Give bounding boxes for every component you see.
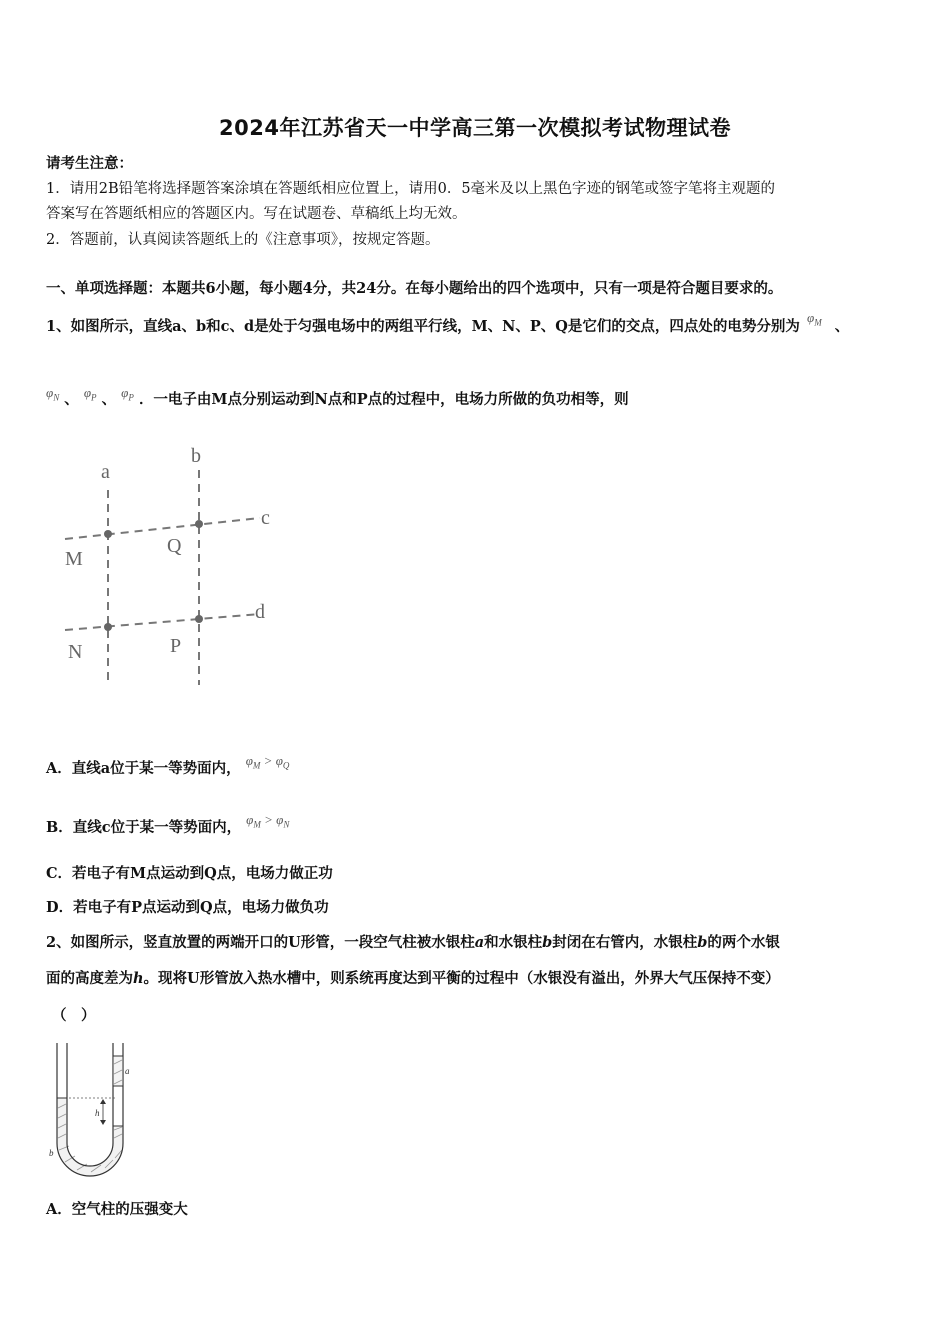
notice-line-2: 2．答题前，认真阅读答题纸上的《注意事项》，按规定答题。 bbox=[46, 232, 440, 248]
label-h: h bbox=[95, 1108, 100, 1118]
point-m bbox=[104, 530, 112, 538]
q1-option-a: A．直线a位于某一等势面内， $\varphi_M > \varphi_Q$ bbox=[46, 753, 290, 777]
label-m: M bbox=[65, 548, 83, 570]
point-n bbox=[104, 623, 112, 631]
label-b: b bbox=[49, 1148, 54, 1158]
point-q bbox=[195, 520, 203, 528]
option-b-inequality: $\varphi_M > \varphi_N$ bbox=[246, 812, 290, 830]
phi-q-symbol: $\varphi_P$ bbox=[121, 385, 134, 403]
q1-stem-line-2: $\varphi_N$ 、 $\varphi_P$ 、 $\varphi_P$ ．一电子由M点分别运动到N点和P点的过程中，电场力所做的负功相等，则 bbox=[46, 385, 629, 408]
q2-answer-bracket: （ ） bbox=[52, 1007, 96, 1024]
point-p bbox=[195, 615, 203, 623]
page-title: 2024年江苏省天一中学高三第一次模拟考试物理试卷 bbox=[219, 116, 731, 140]
notice-line-1b: 答案写在答题纸相应的答题区内。写在试题卷、草稿纸上均无效。 bbox=[46, 206, 467, 222]
label-n: N bbox=[68, 641, 83, 663]
label-d: d bbox=[255, 601, 265, 623]
separator: 、 bbox=[834, 318, 850, 335]
option-a-inequality: $\varphi_M > \varphi_Q$ bbox=[245, 753, 290, 771]
label-a: a bbox=[101, 461, 110, 483]
q1-stem-text: 1、如图所示，直线a、b和c、d是处于匀强电场中的两组平行线，M、N、P、Q是它们的交点，四点处的电势分别为 bbox=[46, 318, 800, 335]
phi-p-symbol: $\varphi_P$ bbox=[83, 385, 97, 403]
q1-option-d: D．若电子有P点运动到Q点，电场力做负功 bbox=[46, 899, 329, 916]
q1-figure bbox=[55, 440, 285, 690]
label-b: b bbox=[191, 445, 201, 467]
q1-option-c: C．若电子有M点运动到Q点，电场力做正功 bbox=[46, 865, 333, 882]
label-a: a bbox=[125, 1066, 130, 1076]
q1-option-b: B．直线c位于某一等势面内， $\varphi_M > \varphi_N$ bbox=[46, 812, 290, 836]
q1-stem-text-2: ．一电子由M点分别运动到N点和P点的过程中，电场力所做的负功相等，则 bbox=[138, 391, 629, 408]
label-q: Q bbox=[167, 535, 182, 557]
phi-n-symbol: $\varphi_N$ bbox=[46, 385, 60, 403]
q2-figure bbox=[45, 1038, 145, 1178]
q1-stem-line-1 bbox=[46, 310, 850, 337]
line-d bbox=[65, 614, 260, 630]
notice-heading: 请考生注意： bbox=[46, 155, 133, 172]
label-p: P bbox=[170, 635, 182, 657]
notice-line-1a: 1．请用2B铅笔将选择题答案涂填在答题纸相应位置上，请用0．5毫米及以上黑色字迹的钢笔或签字笔将主观题的 bbox=[46, 181, 776, 197]
label-c: c bbox=[261, 507, 270, 529]
q2-stem-line-1: 2、如图所示，竖直放置的两端开口的U形管，一段空气柱被水银柱a和水银柱b封闭在右管内，水银柱b的两个水银 bbox=[46, 934, 780, 951]
phi-m-symbol: $\varphi_M$ bbox=[807, 310, 822, 328]
q2-option-a: A．空气柱的压强变大 bbox=[46, 1201, 188, 1218]
q2-stem-line-2: 面的高度差为h。现将U形管放入热水槽中，则系统再度达到平衡的过程中（水银没有溢出，外界大气压保持不变） bbox=[46, 970, 780, 987]
line-c bbox=[65, 518, 260, 539]
section-1-heading: 一、单项选择题：本题共6小题，每小题4分，共24分。在每小题给出的四个选项中，只有一项是符合题目要求的。 bbox=[46, 280, 783, 297]
